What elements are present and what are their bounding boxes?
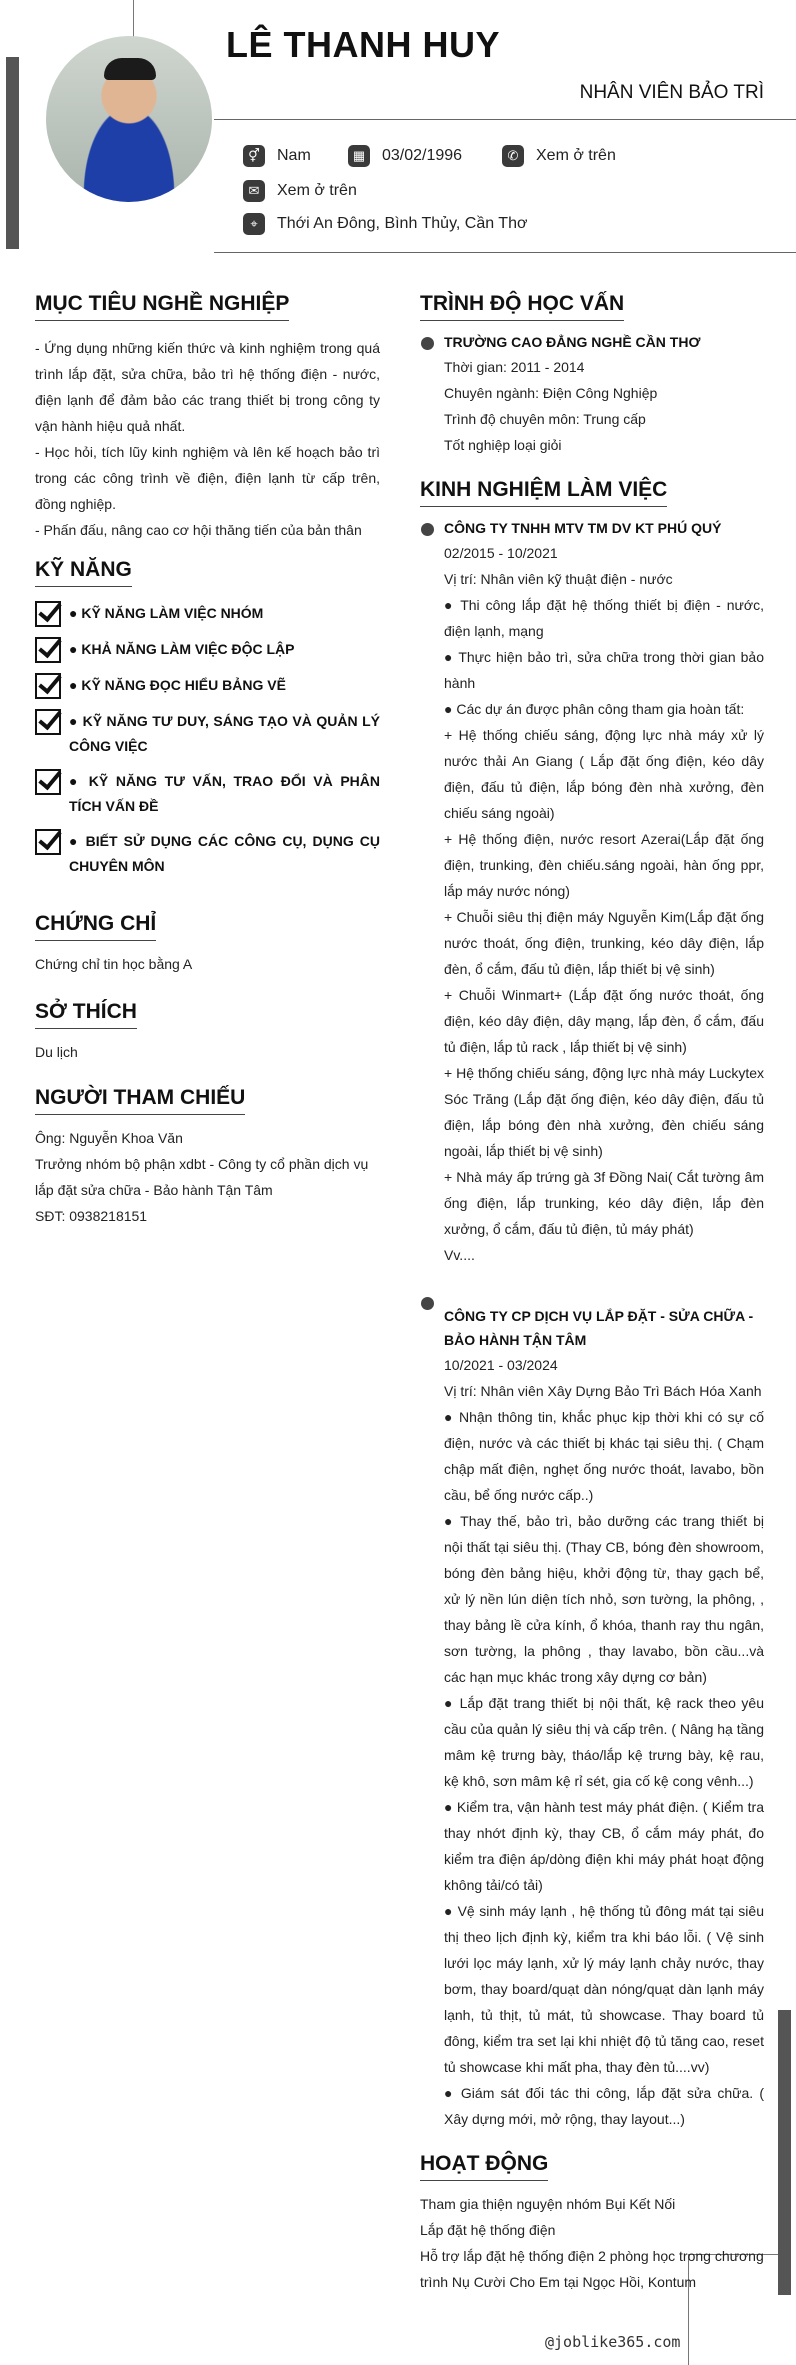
section-title: KỸ NĂNG — [35, 558, 132, 587]
address-value: Thới An Đông, Bình Thủy, Cần Thơ — [277, 215, 528, 232]
skill-label: ● BIẾT SỬ DỤNG CÁC CÔNG CỤ, DỤNG CỤ CHUYÊN MÔN — [69, 833, 380, 874]
company-name: CÔNG TY CP DỊCH VỤ LẮP ĐẶT - SỬA CHỮA - BẢO HÀNH TẬN TÂM — [444, 1308, 754, 1348]
objective-section — [35, 292, 380, 543]
gender-icon: ⚥ — [243, 145, 265, 167]
job-period: 10/2021 - 03/2024 — [444, 1357, 558, 1373]
skills-section — [35, 558, 380, 889]
calendar-icon: ▦ — [348, 145, 370, 167]
dob-value: 03/02/1996 — [382, 147, 463, 164]
mail-icon: ✉ — [243, 180, 265, 202]
phone-icon: ✆ — [502, 145, 524, 167]
skill-item — [35, 637, 380, 663]
section-title: TRÌNH ĐỘ HỌC VẤN — [420, 292, 624, 321]
references-text: Ông: Nguyễn Khoa Văn Trưởng nhóm bộ phận xdbt - Công ty cổ phần dịch vụ lắp đặt sửa chữa - Bảo hành Tận Tâm SĐT: 0938218151 — [35, 1130, 369, 1224]
decorative-bar — [778, 2010, 791, 2295]
gender-value: Nam — [277, 147, 311, 164]
timeline-dot — [421, 523, 434, 536]
objective-text: - Ứng dụng những kiến thức và kinh nghiệm trong quá trình lắp đặt, sửa chữa, bảo trì hệ thống điện - nước, điện lạnh để đảm bảo các trang thiết bị trong công ty vận hành hiệu quả nhất. - Học hỏi, tích lũy kinh nghiệm và lên kế hoạch bảo trì trong các công trình về điện, điện lạnh từ cấp trên, đồng nghiệp. - Phấn đấu, nâng cao cơ hội thăng tiến của bản thân — [35, 340, 380, 538]
education-details: Thời gian: 2011 - 2014 Chuyên ngành: Điện Công Nghiệp Trình độ chuyên môn: Trung cấp Tốt nghiệp loại giỏi — [444, 359, 658, 453]
checkbox-icon — [35, 673, 61, 699]
skill-item — [35, 673, 380, 699]
education-section — [420, 292, 765, 321]
decorative-bar — [6, 57, 19, 249]
skills-list — [35, 601, 380, 879]
watermark: @joblike365.com — [545, 2333, 681, 2351]
activities-section — [420, 2152, 765, 2295]
skill-label: ● KHẢ NĂNG LÀM VIỆC ĐỘC LẬP — [69, 641, 295, 657]
section-title: SỞ THÍCH — [35, 1000, 137, 1029]
job-details: Vị trí: Nhân viên Xây Dựng Bảo Trì Bách Hóa Xanh ● Nhận thông tin, khắc phục kịp thời khi có sự cố điện, nước và các thiết bị khác tại siêu thị. ( Chạm chập mất điện, nghẹt ống nước thoát, lavabo, bồn cầu, bể ống nước cấp..) ● Thay thế, bảo trì, bảo dưỡng các trang thiết bị nội thất tại siêu thị. (Thay CB, bóng đèn showroom, bóng đèn bảng hiệu, khởi động từ, thay gạch bể, xử lý nền lún diện tích nhỏ, sơn tường, la phông, , thay bảng lề cửa kính, ổ khóa, thanh ray thu ngân, sơn tường, la phông , thay lavabo, bồn cầu...và các hạn mục khác trong xây dựng cơ bản) ● Lắp đặt trang thiết bị nội thất, kệ rack theo yêu cầu của quản lý siêu thị và cấp trên. ( Nâng hạ tầng mâm kệ trưng bày, tháo/lắp kệ trưng bày, kệ rau, kệ khô, sơn mâm kệ rỉ sét, gia cố kệ cong vênh...) ● Kiểm tra, vận hành test máy phát điện. ( Kiểm tra thay nhớt định kỳ, thay CB, ổ cắm máy phát, đo kiểm tra điện áp/dòng điện khi máy phát hoạt động không tải/có tải) ● Vệ sinh máy lạnh , hệ thống tủ đông mát tại siêu thị theo lịch định kỳ, kiểm tra khi báo lỗi. ( Vệ sinh lưới lọc máy lạnh, xử lý máy lạnh chảy nước, thay bơm, thay board/quạt dàn nóng/quạt dàn lạnh máy lạnh, tủ thịt, tủ mát, tủ showcase. Thay board tủ đông, kiểm tra set lại khi nhiệt độ tủ tăng cao, reset tủ showcase khi mất pha, thay đèn tủ....vv) ● Giám sát đối tác thi công, lắp đặt sửa chữa. ( Xây dựng mới, mở rộng, thay layout...) — [444, 1383, 764, 2127]
checkbox-icon — [35, 637, 61, 663]
checkbox-icon — [35, 601, 61, 627]
skill-label: ● KỸ NĂNG TƯ DUY, SÁNG TẠO VÀ QUẢN LÝ CÔNG VIỆC — [69, 713, 380, 754]
hobbies-section — [35, 1000, 380, 1065]
skill-item — [35, 601, 380, 627]
skill-item — [35, 829, 380, 879]
company-name: CÔNG TY TNHH MTV TM DV KT PHÚ QUÝ — [444, 520, 722, 536]
candidate-name: LÊ THANH HUY — [226, 24, 500, 65]
timeline-dot — [421, 337, 434, 350]
skill-item — [35, 709, 380, 759]
activities-text: Tham gia thiện nguyện nhóm Bụi Kết Nối Lắp đặt hệ thống điện Hỗ trợ lắp đặt hệ thống điện 2 phòng học trong chương trình Nụ Cười Cho Em tại Ngọc Hồi, Kontum — [420, 2196, 764, 2290]
email-value: Xem ở trên — [277, 182, 357, 199]
decorative-line — [133, 0, 134, 38]
timeline-dot — [421, 1297, 434, 1310]
hobbies-text: Du lịch — [35, 1044, 78, 1060]
experience-entry — [444, 1304, 764, 2132]
section-title: HOẠT ĐỘNG — [420, 2152, 548, 2181]
skill-label: ● KỸ NĂNG TƯ VẤN, TRAO ĐỔI VÀ PHÂN TÍCH VẤN ĐỀ — [69, 773, 380, 814]
job-details: Vị trí: Nhân viên kỹ thuật điện - nước ● Thi công lắp đặt hệ thống thiết bị điện - nước, điện lạnh, mạng ● Thực hiện bảo trì, sửa chữa trong thời gian bảo hành ● Các dự án được phân công tham gia hoàn tất: + Hệ thống chiếu sáng, động lực nhà máy xử lý nước thải An Giang ( Lắp đặt ống điện, kéo dây điện, đấu tủ điện, lắp bóng đèn nhà xưởng, đèn chiếu sáng ngoài) + Hệ thống điện, nước resort Azerai(Lắp đặt ống điện, trunking, đèn chiếu.sáng ngoài, hàn ống ppr, lắp máy nước nóng) + Chuỗi siêu thị điện máy Nguyễn Kim(Lắp đặt ống nước thoát, ống điện, trunking, kéo dây điện, lắp đèn, ổ cắm, đấu tủ điện, lắp thiết bị vệ sinh) + Chuỗi Winmart+ (Lắp đặt ống nước thoát, ống điện, kéo dây điện, dây mạng, lắp đèn, ổ cắm, đấu tủ điện, lắp tủ rack , lắp thiết bị vệ sinh) + Hệ thống chiếu sáng, động lực nhà máy Luckytex Sóc Trăng (Lắp đặt ống điện, kéo dây điện, đấu tủ điện, lắp bóng đèn nhà xưởng, đèn chiếu sáng ngoài, lắp thiết bị vệ sinh) + Nhà máy ấp trứng gà 3f Đồng Nai( Cắt tường âm ống điện, lắp trunking, kéo dây điện, lắp đèn xưởng, ổ cắm, đấu tủ điện, tủ máy phát) Vv.... — [444, 571, 764, 1263]
contact-dob — [348, 145, 462, 167]
checkbox-icon — [35, 769, 61, 795]
section-title: KINH NGHIỆM LÀM VIỆC — [420, 478, 667, 507]
contact-phone — [502, 145, 616, 167]
skill-label: ● KỸ NĂNG ĐỌC HIỂU BẢNG VẼ — [69, 677, 286, 693]
section-title: MỤC TIÊU NGHỀ NGHIỆP — [35, 292, 289, 321]
experience-section — [420, 478, 765, 507]
checkbox-icon — [35, 709, 61, 735]
job-period: 02/2015 - 10/2021 — [444, 545, 558, 561]
section-title: CHỨNG CHỈ — [35, 912, 156, 941]
contact-gender — [243, 145, 311, 167]
skill-label: ● KỸ NĂNG LÀM VIỆC NHÓM — [69, 605, 264, 621]
divider — [214, 252, 796, 253]
phone-value: Xem ở trên — [536, 147, 616, 164]
contact-email — [243, 180, 357, 202]
section-title: NGƯỜI THAM CHIẾU — [35, 1086, 245, 1115]
checkbox-icon — [35, 829, 61, 855]
education-entry — [444, 330, 764, 458]
job-title: NHÂN VIÊN BẢO TRÌ — [579, 82, 764, 103]
school-name: TRƯỜNG CAO ĐẲNG NGHỀ CẦN THƠ — [444, 334, 701, 350]
certificates-text: Chứng chỉ tin học bằng A — [35, 956, 193, 972]
contact-address — [243, 213, 527, 235]
avatar — [46, 36, 212, 202]
skill-item — [35, 769, 380, 819]
divider — [214, 119, 796, 120]
location-icon: ⌖ — [243, 213, 265, 235]
certificates-section — [35, 912, 380, 977]
references-section — [35, 1086, 380, 1229]
experience-entry — [444, 516, 764, 1268]
